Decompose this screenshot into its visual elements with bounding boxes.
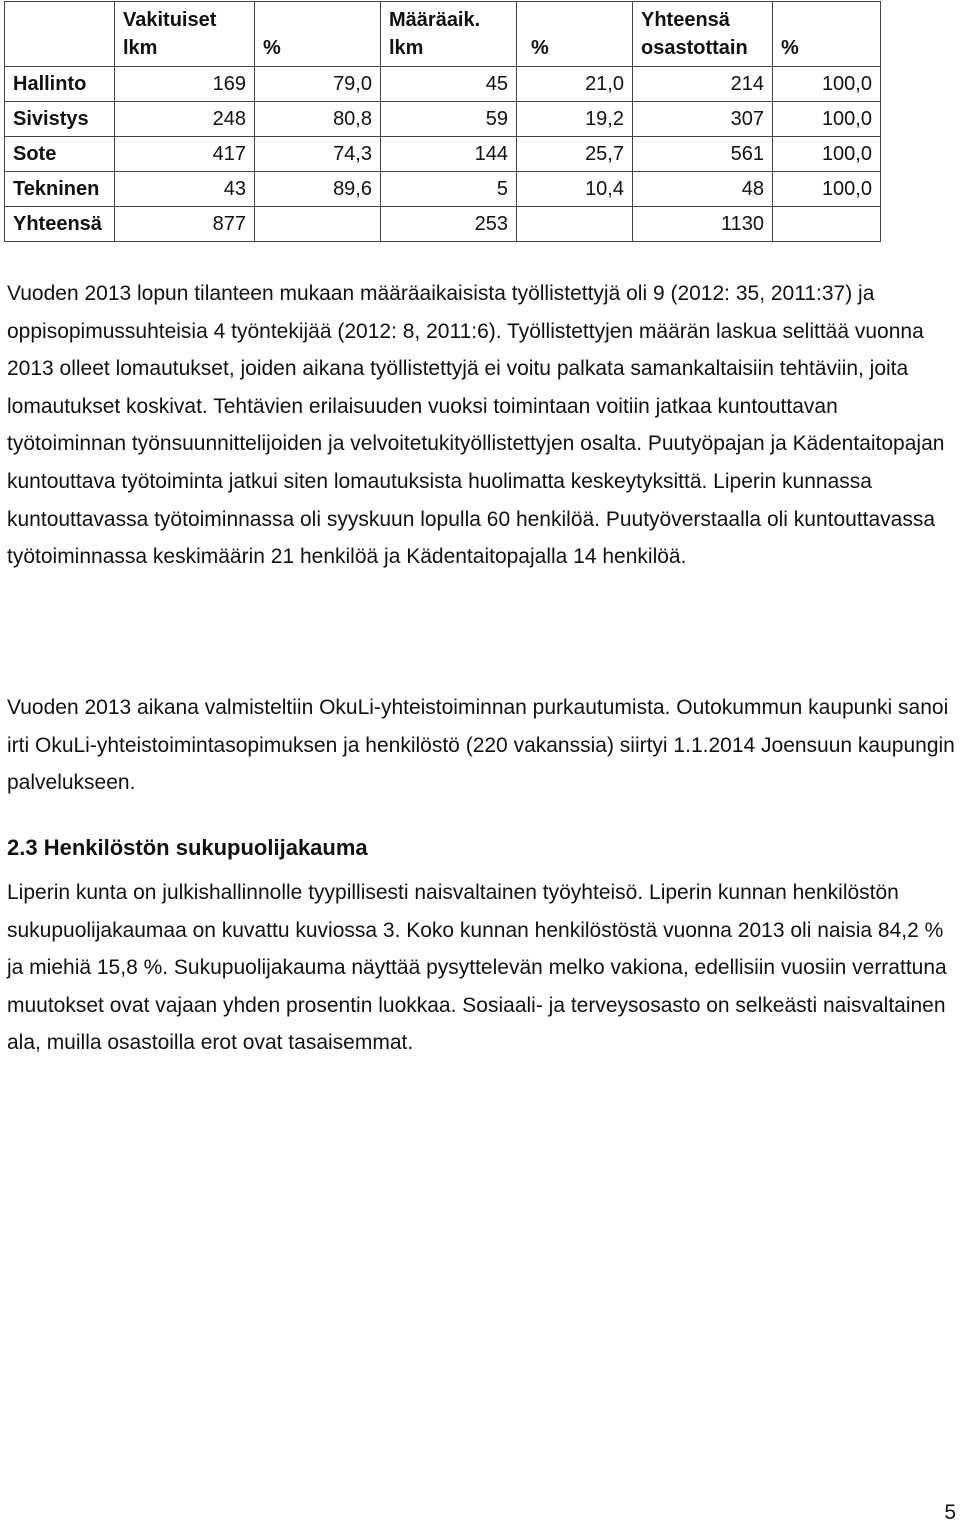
table-cell: 100,0 [773, 172, 881, 207]
table-cell: 21,0 [517, 67, 633, 102]
staff-table [4, 1, 881, 242]
section-heading: 2.3 Henkilöstön sukupuolijakauma [7, 835, 368, 860]
table-cell: 10,4 [517, 172, 633, 207]
row-label: Tekninen [5, 172, 115, 207]
table-cell: 79,0 [255, 67, 381, 102]
table-cell: 253 [381, 207, 517, 242]
header-line: % [781, 37, 799, 59]
table-cell [517, 207, 633, 242]
header-line: lkm [123, 37, 158, 59]
table-cell: 100,0 [773, 67, 881, 102]
table-cell: 100,0 [773, 102, 881, 137]
table-row [5, 137, 881, 172]
table-cell: 248 [115, 102, 255, 137]
row-label: Yhteensä [5, 207, 115, 242]
table-cell [773, 207, 881, 242]
row-label: Sivistys [5, 102, 115, 137]
table-cell: 25,7 [517, 137, 633, 172]
table-cell: 877 [115, 207, 255, 242]
table-cell: 74,3 [255, 137, 381, 172]
paragraph-okuli: Vuoden 2013 aikana valmisteltiin OkuLi-yhteistoiminnan purkautumista. Outokummun kaupunki sanoi irti OkuLi-yhteistoimintasopimuksen ja henkilöstö (220 vakanssia) siirtyi 1.1.2014 Joensuun kaupungin palvelukseen. [7, 696, 955, 795]
table-header-row [5, 2, 881, 67]
page-number: 5 [944, 1501, 956, 1524]
table-cell: 43 [115, 172, 255, 207]
table-cell: 48 [633, 172, 773, 207]
header-cell [381, 2, 517, 67]
table-total-row [5, 207, 881, 242]
header-cell [633, 2, 773, 67]
table-cell: 19,2 [517, 102, 633, 137]
table-cell: 5 [381, 172, 517, 207]
table-cell: 59 [381, 102, 517, 137]
table-cell: 89,6 [255, 172, 381, 207]
header-line: Määräaik. [389, 9, 481, 31]
table-cell: 45 [381, 67, 517, 102]
header-cell [115, 2, 255, 67]
table-cell: 144 [381, 137, 517, 172]
table-cell: 561 [633, 137, 773, 172]
table-cell: 214 [633, 67, 773, 102]
header-cell [517, 2, 633, 67]
table-cell [255, 207, 381, 242]
table-cell: 307 [633, 102, 773, 137]
header-cell [773, 2, 881, 67]
table-row [5, 67, 881, 102]
table-cell: 417 [115, 137, 255, 172]
header-line: % [531, 37, 549, 59]
paragraph-employment: Vuoden 2013 lopun tilanteen mukaan määräaikaisista työllistettyjä oli 9 (2012: 35, 2011:37) ja oppisopimussuhteisia 4 työntekijää (2012: 8, 2011:6). Työllistettyjen määrän laskua selittää vuonna 2013 olleet lomautukset, joiden aikana työllistettyjä ei voitu palkata samankaltaisiin tehtäviin, joita lomautukset koskivat. Tehtävien erilaisuuden vuoksi toimintaan voitiin jatkaa kuntouttavan työtoiminnan työnsuunnittelijoiden ja velvoitetukityöllistettyjen osalta. Puutyöpajan ja Kädentaitopajan kuntouttava työtoiminta jatkui siten lomautuksista huolimatta keskeytyksittä. Liperin kunnassa kuntouttavassa työtoiminnassa oli syyskuun lopulla 60 henkilöä. Puutyöverstaalla oli kuntouttavassa työtoiminnassa keskimäärin 21 henkilöä ja Kädentaitopajalla 14 henkilöä. [7, 282, 945, 569]
row-label: Hallinto [5, 67, 115, 102]
header-line: osastottain [641, 37, 748, 59]
header-line: Yhteensä [641, 9, 730, 31]
table-cell: 1130 [633, 207, 773, 242]
table-row [5, 102, 881, 137]
paragraph-gender: Liperin kunta on julkishallinnolle tyypillisesti naisvaltainen työyhteisö. Liperin kunnan henkilöstön sukupuolijakaumaa on kuvattu kuviossa 3. Koko kunnan henkilöstöstä vuonna 2013 oli naisia 84,2 % ja miehiä 15,8 %. Sukupuolijakauma näyttää pysyttelevän melko vakiona, edellisiin vuosiin verrattuna muutokset ovat vajaan yhden prosentin luokkaa. Sosiaali- ja terveysosasto on selkeästi naisvaltainen ala, muilla osastoilla erot ovat tasaisemmat. [7, 881, 947, 1055]
table-cell: 169 [115, 67, 255, 102]
header-line: lkm [389, 37, 424, 59]
header-line: % [263, 37, 281, 59]
row-label: Sote [5, 137, 115, 172]
table-cell: 100,0 [773, 137, 881, 172]
header-line: Vakituiset [123, 9, 217, 31]
table-row [5, 172, 881, 207]
table-cell: 80,8 [255, 102, 381, 137]
header-cell [255, 2, 381, 67]
header-cell [5, 2, 115, 67]
